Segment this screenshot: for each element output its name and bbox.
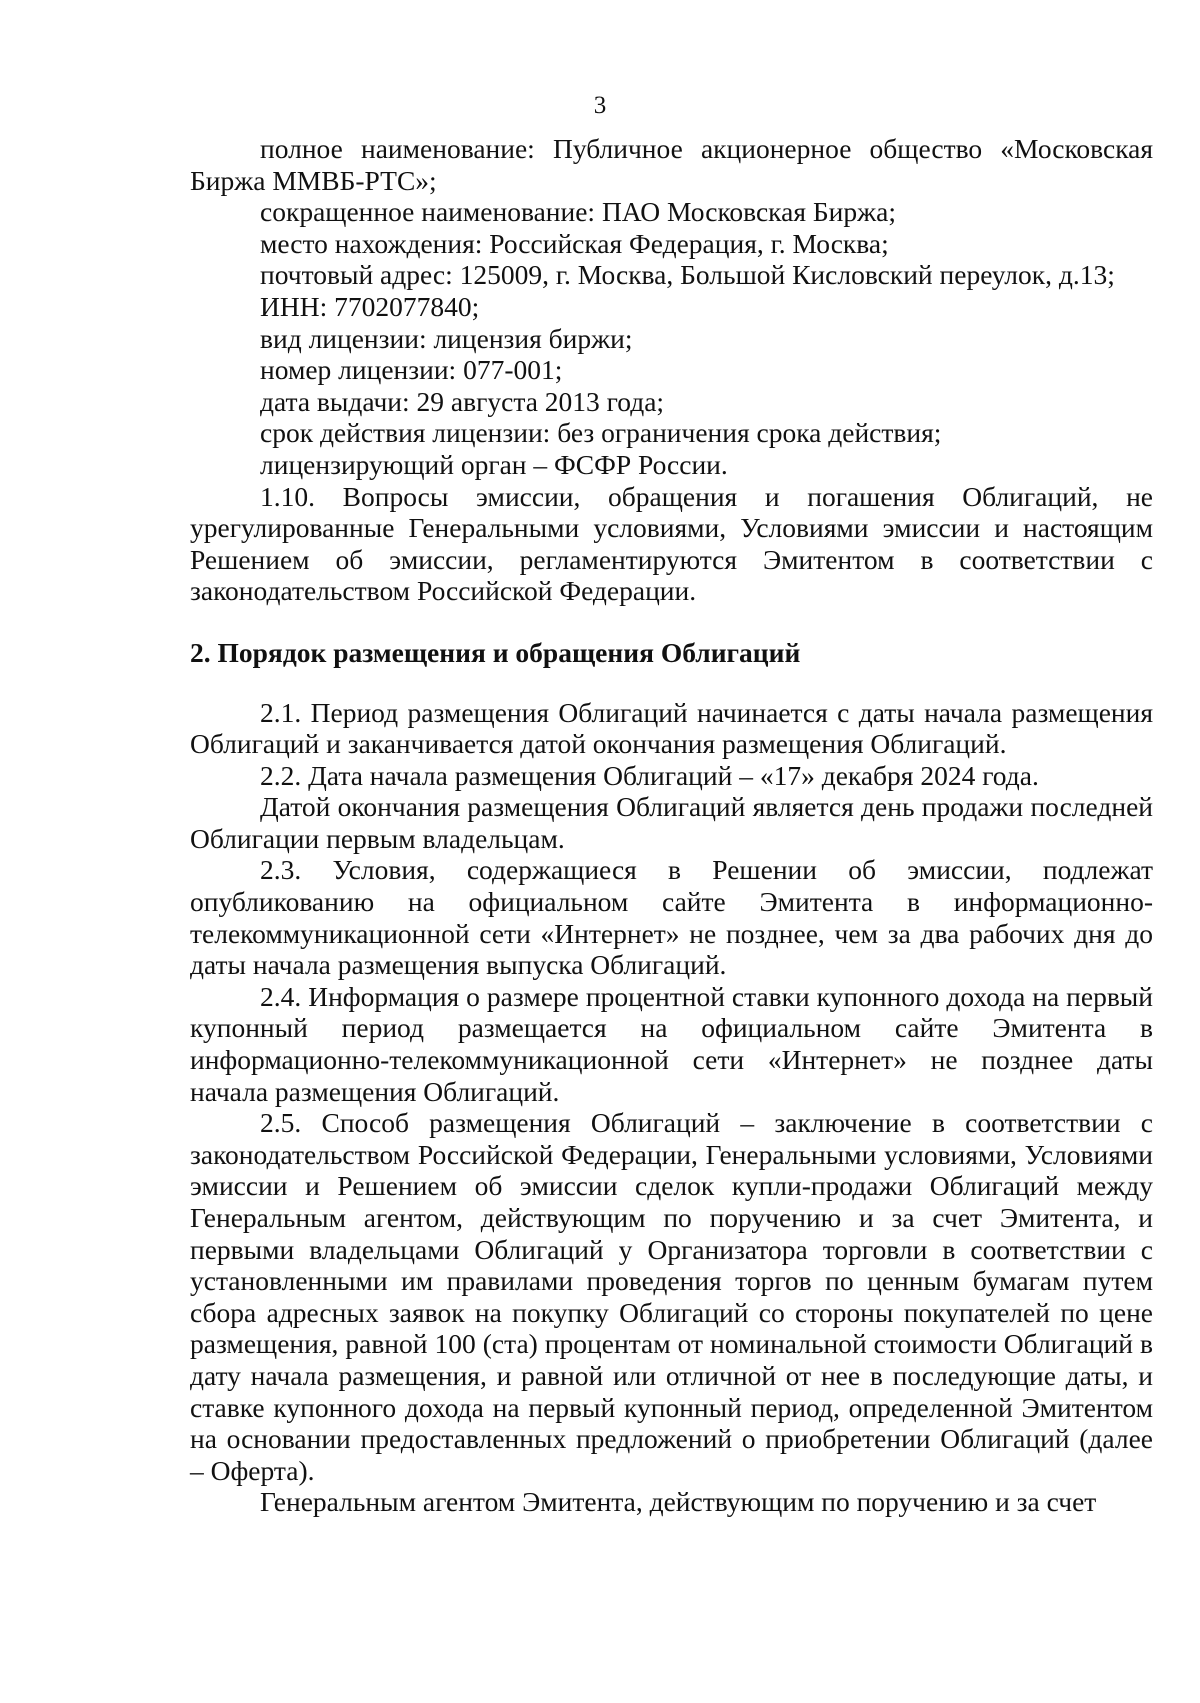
license-number: номер лицензии: 077-001; [260, 354, 563, 386]
section-spacer [190, 607, 1153, 637]
clause-2-2: 2.2. Дата начала размещения Облигаций – «17» декабря 2024 года. [260, 759, 1039, 791]
license-location: место нахождения: Российская Федерация, г. Москва; [260, 227, 889, 259]
license-postal-address: почтовый адрес: 125009, г. Москва, Большой Кисловский переулок, д.13; [260, 259, 1115, 291]
clause-2-2-end-date: Датой окончания размещения Облигаций является день продажи последней Облигации первым владельцам. [190, 791, 1153, 854]
clause-1-10: 1.10. Вопросы эмиссии, обращения и погашения Облигаций, не урегулированные Генеральными условиями, Условиями эмиссии и настоящим Решением об эмиссии, регламентируются Эмитентом в соответствии с законодательством Российской Федерации. [190, 480, 1153, 607]
license-short-name: сокращенное наименование: ПАО Московская Биржа; [260, 196, 896, 228]
license-issue-date: дата выдачи: 29 августа 2013 года; [260, 385, 665, 417]
license-validity: срок действия лицензии: без ограничения срока действия; [260, 417, 942, 449]
license-inn: ИНН: 7702077840; [260, 290, 480, 322]
license-full-name: полное наименование: Публичное акционерное общество «Московская Биржа ММВБ-РТС»; [190, 133, 1153, 196]
section-spacer [190, 669, 1153, 697]
clause-2-5: 2.5. Способ размещения Облигаций – заключение в соответствии с законодательством Российской Федерации, Генеральными условиями, Условиями эмиссии и Решением об эмиссии сделок купли-продажи Облигаций между Генеральным агентом, действующим по поручению и за счет Эмитента, и первыми владельцами Облигаций у Организатора торговли в соответствии с установленными им правилами проведения торгов по ценным бумагам путем сбора адресных заявок на покупку Облигаций со стороны покупателей по цене размещения, равной 100 (ста) процентам от номинальной стоимости Облигаций в дату начала размещения, и равной или отличной от нее в последующие даты, и ставке купонного дохода на первый купонный период, определенной Эмитентом на основании предоставленных предложений о приобретении Облигаций (далее – Оферта). [190, 1107, 1153, 1486]
page-number: 3 [593, 92, 607, 119]
license-type: вид лицензии: лицензия биржи; [260, 322, 633, 354]
clause-2-3: 2.3. Условия, содержащиеся в Решении об эмиссии, подлежат опубликованию на официальном сайте Эмитента в информационно-телекоммуникационной сети «Интернет» не позднее, чем за два рабочих дня до даты начала размещения выпуска Облигаций. [190, 854, 1153, 981]
section-2-heading: 2. Порядок размещения и обращения Облигаций [190, 636, 801, 668]
license-authority: лицензирующий орган – ФСФР России. [260, 448, 728, 480]
general-agent-paragraph: Генеральным агентом Эмитента, действующим по поручению и за счет [260, 1486, 1097, 1518]
clause-2-1: 2.1. Период размещения Облигаций начинается с даты начала размещения Облигаций и заканчивается датой окончания размещения Облигаций. [190, 696, 1153, 760]
document-body [190, 133, 1153, 1518]
clause-2-4: 2.4. Информация о размере процентной ставки купонного дохода на первый купонный период размещается на официальном сайте Эмитента в информационно-телекоммуникационной сети «Интернет» не позднее даты начала размещения Облигаций. [190, 980, 1153, 1107]
